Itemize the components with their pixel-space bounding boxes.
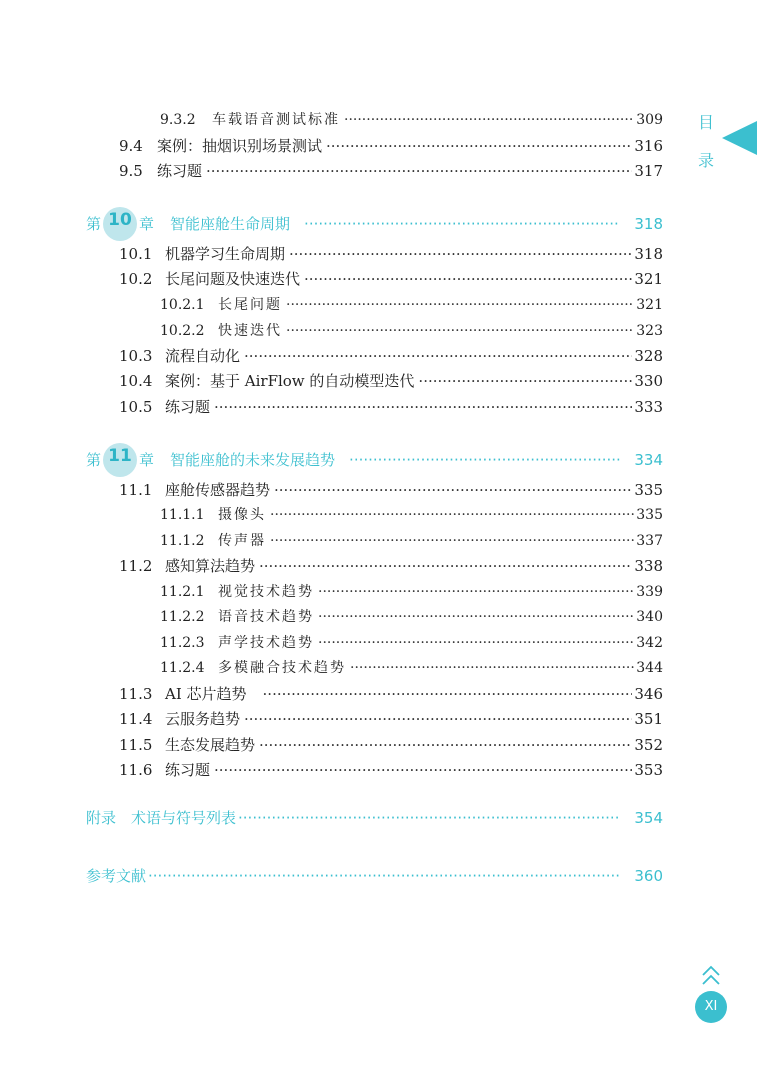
toc-entry-11-4[interactable]	[119, 708, 663, 730]
leader-dots	[326, 135, 632, 157]
entry-title: 多模融合技术趋势	[218, 660, 346, 676]
leader-dots	[304, 268, 632, 290]
entry-number: 10.5	[119, 398, 153, 416]
leader-dots	[418, 370, 632, 392]
toc-entry-10-3[interactable]	[119, 345, 663, 367]
entry-page: 342	[636, 635, 663, 651]
leader-dots	[318, 581, 634, 603]
leader-dots	[244, 345, 632, 367]
chapter-page: 318	[634, 215, 663, 233]
entry-number: 10.2	[119, 270, 153, 288]
references-entry[interactable]	[86, 861, 663, 891]
toc-entry-11-6[interactable]	[119, 759, 663, 781]
chapter-page: 334	[634, 451, 663, 469]
entry-page: 352	[634, 736, 663, 754]
entry-title: 车载语音测试标准	[212, 112, 340, 128]
entry-number: 11.3	[119, 685, 153, 703]
toc-entry-10-2-2[interactable]	[160, 320, 663, 342]
leader-dots	[206, 160, 632, 182]
chapter-number: 11	[108, 446, 132, 466]
toc-entry-9-4[interactable]	[119, 135, 663, 157]
entry-number: 11.2	[119, 557, 153, 575]
toc-entry-11-2-3[interactable]	[160, 632, 663, 654]
entry-number: 11.1	[119, 481, 153, 499]
entry-number: 10.2.1	[160, 297, 205, 313]
entry-number: 10.1	[119, 245, 153, 263]
side-tab-label-bottom: 录	[697, 151, 714, 170]
entry-title: 长尾问题及快速迭代	[165, 270, 301, 288]
entry-number: 10.3	[119, 347, 153, 365]
entry-title: 案例：基于 AirFlow 的自动模型迭代	[165, 372, 415, 390]
references-title: 参考文献	[86, 867, 147, 885]
leader-dots	[344, 109, 634, 131]
entry-title: 感知算法趋势	[165, 557, 256, 575]
entry-title: 声学技术趋势	[218, 635, 314, 651]
toc-entry-10-2[interactable]	[119, 268, 663, 290]
leader-dots	[286, 320, 634, 342]
chapter-number-badge	[103, 209, 137, 239]
leader-dots	[244, 708, 632, 730]
toc-entry-11-2-4[interactable]	[160, 657, 663, 679]
chapter-number-badge	[103, 445, 137, 475]
entry-number: 11.4	[119, 710, 153, 728]
entry-page: 335	[636, 507, 663, 523]
entry-page: 316	[634, 137, 663, 155]
side-tab-label-top: 目	[697, 113, 714, 132]
toc-entry-10-5[interactable]	[119, 396, 663, 418]
leader-dots	[214, 396, 632, 418]
toc-entry-9-5[interactable]	[119, 160, 663, 182]
entry-title: 长尾问题	[218, 297, 282, 313]
leader-dots	[318, 632, 634, 654]
entry-number: 11.6	[119, 761, 153, 779]
entry-page: 321	[634, 270, 663, 288]
toc-entry-11-1[interactable]	[119, 479, 663, 501]
entry-title: 语音技术趋势	[218, 609, 314, 625]
leader-dots	[214, 759, 632, 781]
leader-dots	[148, 861, 620, 891]
entry-title: 生态发展趋势	[165, 736, 256, 754]
chapter-title: 智能座舱的未来发展趋势	[170, 451, 336, 469]
entry-page: 337	[636, 533, 663, 549]
toc-entry-10-2-1[interactable]	[160, 294, 663, 316]
entry-page: 321	[636, 297, 663, 313]
leader-dots	[304, 209, 620, 239]
leader-dots	[289, 243, 632, 265]
toc-entry-9-3-2[interactable]	[160, 109, 663, 131]
entry-page: 333	[634, 398, 663, 416]
entry-title: 视觉技术趋势	[218, 584, 314, 600]
entry-number: 11.1.1	[160, 507, 205, 523]
leader-dots	[263, 683, 633, 705]
entry-title: 机器学习生命周期	[165, 245, 286, 263]
appendix-title: 附录 术语与符号列表	[86, 809, 237, 827]
entry-title: 云服务趋势	[165, 710, 241, 728]
chapter-prefix: 第	[86, 215, 102, 233]
leader-dots	[259, 734, 632, 756]
entry-page: 346	[634, 685, 663, 703]
leader-dots	[270, 530, 634, 552]
leader-dots	[238, 803, 620, 833]
chapter-11-heading[interactable]	[86, 445, 663, 475]
entry-title: 摄像头	[218, 507, 266, 523]
entry-page: 330	[634, 372, 663, 390]
entry-page: 339	[636, 584, 663, 600]
entry-title: 练习题	[165, 761, 211, 779]
leader-dots	[318, 606, 634, 628]
entry-number: 9.3.2	[160, 112, 196, 128]
chapter-10-heading[interactable]	[86, 209, 663, 239]
leader-dots	[350, 657, 634, 679]
entry-page: 351	[634, 710, 663, 728]
entry-page: 323	[636, 323, 663, 339]
entry-page: 344	[636, 660, 663, 676]
entry-page: 318	[634, 245, 663, 263]
entry-title: 练习题	[165, 398, 211, 416]
references-page: 360	[634, 867, 663, 885]
entry-title: 练习题	[157, 162, 203, 180]
chapter-number: 10	[108, 210, 132, 230]
entry-number: 10.2.2	[160, 323, 205, 339]
entry-page: 335	[634, 481, 663, 499]
entry-number: 11.2.2	[160, 609, 205, 625]
toc-entry-11-2-2[interactable]	[160, 606, 663, 628]
leader-dots	[286, 294, 634, 316]
entry-number: 9.4	[119, 137, 143, 155]
appendix-page: 354	[634, 809, 663, 827]
leader-dots	[349, 445, 620, 475]
chapter-prefix: 第	[86, 451, 102, 469]
side-tab-triangle-icon	[722, 121, 757, 155]
chapter-suffix: 章	[139, 215, 155, 233]
chapter-title: 智能座舱生命周期	[170, 215, 291, 233]
entry-title: AI 芯片趋势	[165, 685, 247, 703]
toc-entry-11-2-1[interactable]	[160, 581, 663, 603]
entry-page: 328	[634, 347, 663, 365]
entry-number: 11.2.4	[160, 660, 205, 676]
entry-title: 案例：抽烟识别场景测试	[157, 137, 323, 155]
page-number-badge: XI	[695, 991, 727, 1023]
entry-title: 传声器	[218, 533, 266, 549]
entry-page: 317	[634, 162, 663, 180]
toc-entry-11-2[interactable]	[119, 555, 663, 577]
toc-entry-11-5[interactable]	[119, 734, 663, 756]
toc-entry-11-1-2[interactable]	[160, 530, 663, 552]
toc-entry-11-1-1[interactable]	[160, 504, 663, 526]
toc-entry-11-3[interactable]	[119, 683, 663, 705]
leader-dots	[259, 555, 632, 577]
appendix-entry[interactable]	[86, 803, 663, 833]
entry-number: 10.4	[119, 372, 153, 390]
entry-number: 9.5	[119, 162, 143, 180]
entry-title: 流程自动化	[165, 347, 241, 365]
entry-number: 11.2.3	[160, 635, 205, 651]
toc-entry-10-1[interactable]	[119, 243, 663, 265]
chapter-suffix: 章	[139, 451, 155, 469]
leader-dots	[270, 504, 634, 526]
entry-number: 11.1.2	[160, 533, 205, 549]
entry-number: 11.2.1	[160, 584, 205, 600]
entry-page: 353	[634, 761, 663, 779]
entry-title: 座舱传感器趋势	[165, 481, 271, 499]
chevron-double-up-icon[interactable]	[701, 965, 721, 987]
entry-page: 340	[636, 609, 663, 625]
leader-dots	[274, 479, 632, 501]
entry-title: 快速迭代	[218, 323, 282, 339]
entry-page: 338	[634, 557, 663, 575]
entry-number: 11.5	[119, 736, 153, 754]
entry-page: 309	[636, 112, 663, 128]
toc-entry-10-4[interactable]	[119, 370, 663, 392]
